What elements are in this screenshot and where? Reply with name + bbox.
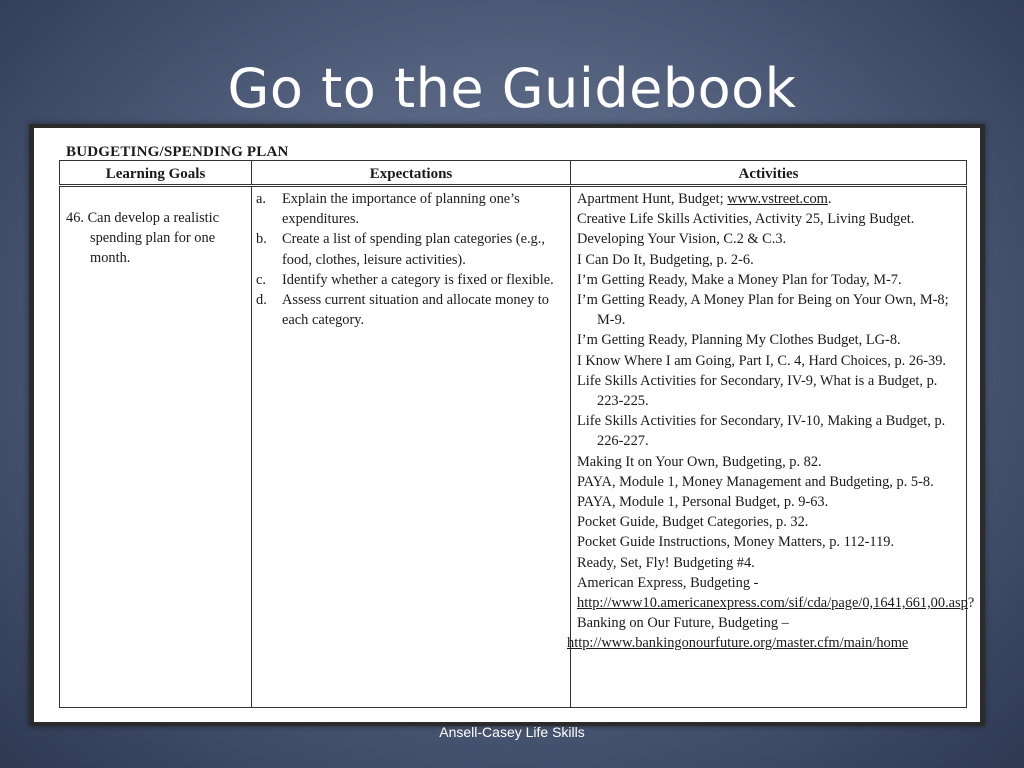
expectation-letter: a. xyxy=(256,191,266,207)
activity-item: Developing Your Vision, C.2 & C.3. xyxy=(577,231,787,248)
column-header-activities: Activities xyxy=(571,161,967,186)
activity-item: Creative Life Skills Activities, Activity 25, Living Budget. xyxy=(577,211,915,228)
activity-item: Banking on Our Future, Budgeting – xyxy=(577,615,789,632)
expectation-text: Identify whether a category is fixed or flexible. xyxy=(282,271,554,288)
activities-cell xyxy=(567,186,975,708)
expectation-letter: c. xyxy=(256,271,266,288)
table-row xyxy=(60,186,967,708)
activity-item: I Can Do It, Budgeting, p. 2-6. xyxy=(577,251,754,268)
document-heading: BUDGETING/SPENDING PLAN xyxy=(66,144,289,160)
slide-title: Go to the Guidebook xyxy=(227,57,797,120)
activity-item: Making It on Your Own, Budgeting, p. 82. xyxy=(577,453,822,470)
expectations-cell xyxy=(252,186,571,708)
budget-plan-table xyxy=(59,160,975,708)
expectation-item xyxy=(252,270,566,290)
activity-punctuation: . xyxy=(827,191,832,207)
expectation-letter: d. xyxy=(256,292,267,309)
expectation-item xyxy=(252,290,566,330)
activity-item: Pocket Guide, Budget Categories, p. 32. xyxy=(577,514,809,531)
expectation-item xyxy=(252,229,566,269)
expectation-item xyxy=(252,189,566,229)
learning-goal-text: 46. Can develop a realistic spending plan for one month. xyxy=(66,210,220,267)
activity-item: American Express, Budgeting - xyxy=(577,574,759,591)
column-header-learning-goals: Learning Goals xyxy=(60,161,252,186)
activity-item: I’m Getting Ready, Planning My Clothes Budget, LG-8. xyxy=(577,332,901,349)
column-header-expectations: Expectations xyxy=(252,161,571,186)
activity-item xyxy=(567,633,962,653)
activity-item: Life Skills Activities for Secondary, IV-9, What is a Budget, p. 223-225. xyxy=(577,372,938,410)
learning-goal-cell xyxy=(60,186,252,708)
vstreet-link[interactable]: www.vstreet.com xyxy=(727,191,828,207)
activity-item xyxy=(577,593,975,613)
amex-link[interactable]: http://www10.americanexpress.com/sif/cda/page/0,1641,661,00.asp xyxy=(577,595,968,612)
expectation-text: Assess current situation and allocate money to each category. xyxy=(282,292,549,329)
activity-item: I’m Getting Ready, Make a Money Plan for Today, M-7. xyxy=(577,271,902,288)
expectation-text: Explain the importance of planning one’s expenditures. xyxy=(282,191,520,228)
activity-punctuation: ? xyxy=(967,595,975,612)
expectation-letter: b. xyxy=(256,231,267,248)
slide-footer: Ansell-Casey Life Skills xyxy=(439,724,585,740)
activities-list xyxy=(567,187,975,654)
expectations-list xyxy=(252,187,570,330)
document-image-frame xyxy=(29,124,985,726)
banking-link[interactable]: http://www.bankingonourfuture.org/master.cfm/main/home xyxy=(567,635,909,652)
activity-item: I’m Getting Ready, A Money Plan for Being on Your Own, M-8; M-9. xyxy=(577,292,949,329)
activity-item: Life Skills Activities for Secondary, IV-10, Making a Budget, p. 226-227. xyxy=(577,413,946,450)
activity-item: I Know Where I am Going, Part I, C. 4, Hard Choices, p. 26-39. xyxy=(577,352,947,369)
expectation-text: Create a list of spending plan categories (e.g., food, clothes, leisure activities). xyxy=(282,231,545,268)
activity-text: Apartment Hunt, Budget; xyxy=(577,191,728,207)
document-page xyxy=(34,128,980,722)
activity-item: PAYA, Module 1, Money Management and Budgeting, p. 5-8. xyxy=(577,473,934,490)
activity-item xyxy=(577,189,962,209)
activity-item: Pocket Guide Instructions, Money Matters, p. 112-119. xyxy=(577,534,895,551)
activity-item: PAYA, Module 1, Personal Budget, p. 9-63. xyxy=(577,494,829,511)
activity-item: Ready, Set, Fly! Budgeting #4. xyxy=(577,554,755,571)
table-header-row xyxy=(60,161,967,186)
